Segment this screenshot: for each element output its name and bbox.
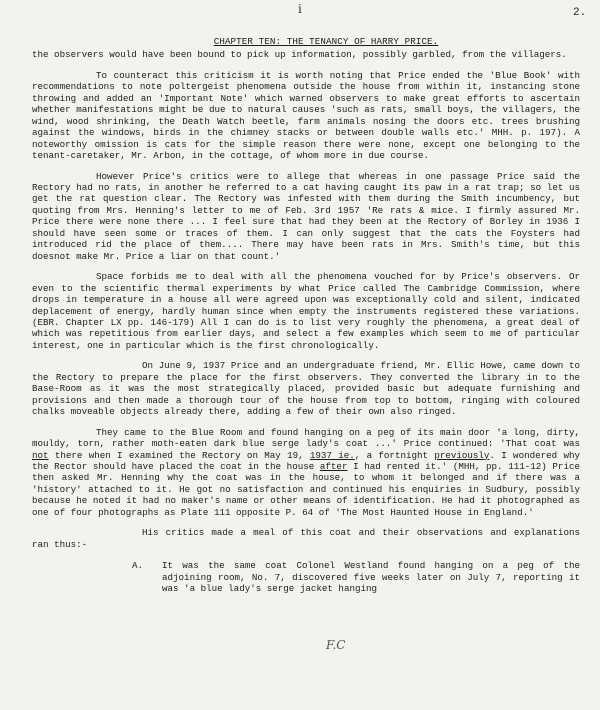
chapter-heading [72, 36, 580, 47]
page-number: 2. [573, 7, 587, 19]
handwritten-mark: i [298, 2, 302, 16]
paragraph-7: His critics made a meal of this coat and their observations and explanations ran thus:- [32, 527, 580, 550]
p6-part-e: I had rented it.' (MHH, pp. 111-12) Price then asked Mr. Henning why the coat was in the house, to whom it belonged and if there was a 'history' attached to it. He got no satisfaction and continued his enquiries in Sudbury, possibly because he noted it had no maker's name or other means of identification. He had it photographed as one of four photographs as Plate 111 opposite P. 64 of 'The Most Haunted House in England.' [32, 460, 580, 518]
p6-date-underlined: 1937 ie. [309, 449, 355, 461]
list-item-a [32, 560, 580, 594]
list-item-a-text: It was the same coat Colonel Westland found hanging on a peg of the adjoining room, No. 7, discovered five weeks later on July 7, reporting it was 'a blue lady's serge jacket hanging [162, 560, 580, 595]
chapter-title: CHAPTER TEN: [213, 36, 282, 47]
handwritten-annotation: F.C [326, 638, 346, 652]
paragraph-6 [32, 427, 580, 519]
paragraph-3: However Price's critics were to allege that whereas in one passage Price said the Rectory had no rats, in another he referred to a cat having caught its paw in a rat trap; so let us get the rat question clear. The Rectory was infested with them during the Smith incumbency, but quoting from Mrs. Henning's letter to me of Feb. 3rd 1957 'Re rats & mice. I firmly assured Mr. Price there were none there ... I feel sure that had they been at the Rectory of Borley in 1936 I should have seen some or traces of them. I can only suggest that the cats the Foysters had introduced rid the place of them.... There may have been rats in Mrs. Smith's time, but this doesnot make Mr. Price a liar on that count.' [32, 170, 580, 262]
p6-part-d: . I wondered why the Rector should have placed the coat in the house [32, 449, 580, 472]
list-item-a-label: A. [132, 560, 144, 572]
p6-part-b: there when I examined the Rectory on May 19, [48, 449, 310, 461]
paragraph-5: On June 9, 1937 Price and an undergraduate friend, Mr. Ellic Howe, came down to the Rectory to prepare the place for the first observers. They converted the library in to the Base-Room as it was the most strategically placed, provided basic but adequate furnishing and provisions and then made a thorough tour of the house from top to bottom, ringing with coloured chalks moveable objects already there, adding a few of their own also ringed. [32, 360, 580, 418]
chapter-subtitle: THE TENANCY OF HARRY PRICE. [286, 36, 439, 47]
p6-not-underlined: not [32, 449, 49, 461]
p6-part-c: , a fortnight [354, 449, 435, 461]
p6-previously-underlined: previously [434, 449, 490, 461]
paragraph-1: the observers would have been bound to pick up information, possibly garbled, from the villagers. [32, 49, 567, 61]
p6-after-underlined: after [319, 460, 348, 472]
paragraph-4: Space forbids me to deal with all the phenomena vouched for by Price's observers. Or even to the scientific thermal experiments by what Price called The Cambridge Commission, where drops in temperature in a house all were agreed upon was exceptionally cold and silent, indicated deplacement of energy, hardly human since when empty the instruments registered these variations.(EBR. Chapter LX pp. 146-179) All I can do is to list very roughly the phenomena, a great deal of which was repetitious from earlier days, and select a few examples which seem to me of particular interest, one in particular which is the first chronologically. [32, 271, 580, 351]
p6-part-a: They came to the Blue Room and found hanging on a peg of its main door 'a long, dirty, mouldy, torn, rather moth-eaten dark blue serge lady's coat ...' Price continued: 'That coat was [32, 426, 580, 450]
paragraph-2: To counteract this criticism it is worth noting that Price ended the 'Blue Book' with recommendations to note poltergeist phenomena outside the house from within it, instancing stone throwing and added an 'Important Note' which warned observers to make great efforts to ascertain whether manifestations might be due to natural causes 'such as rats, small boys, the villagers, the wind, wood shrinking, the Death Watch beetle, farm animals nosing the doors etc. trees brushing against the windows, birds in the chimney stacks or between double walls etc.' MHH. p. 197). A noteworthy omission is cats for the simple reason there were none, except one belonging to the tenant-caretaker, Mr. Arbon, in the cottage, of whom more in due course. [32, 69, 580, 162]
